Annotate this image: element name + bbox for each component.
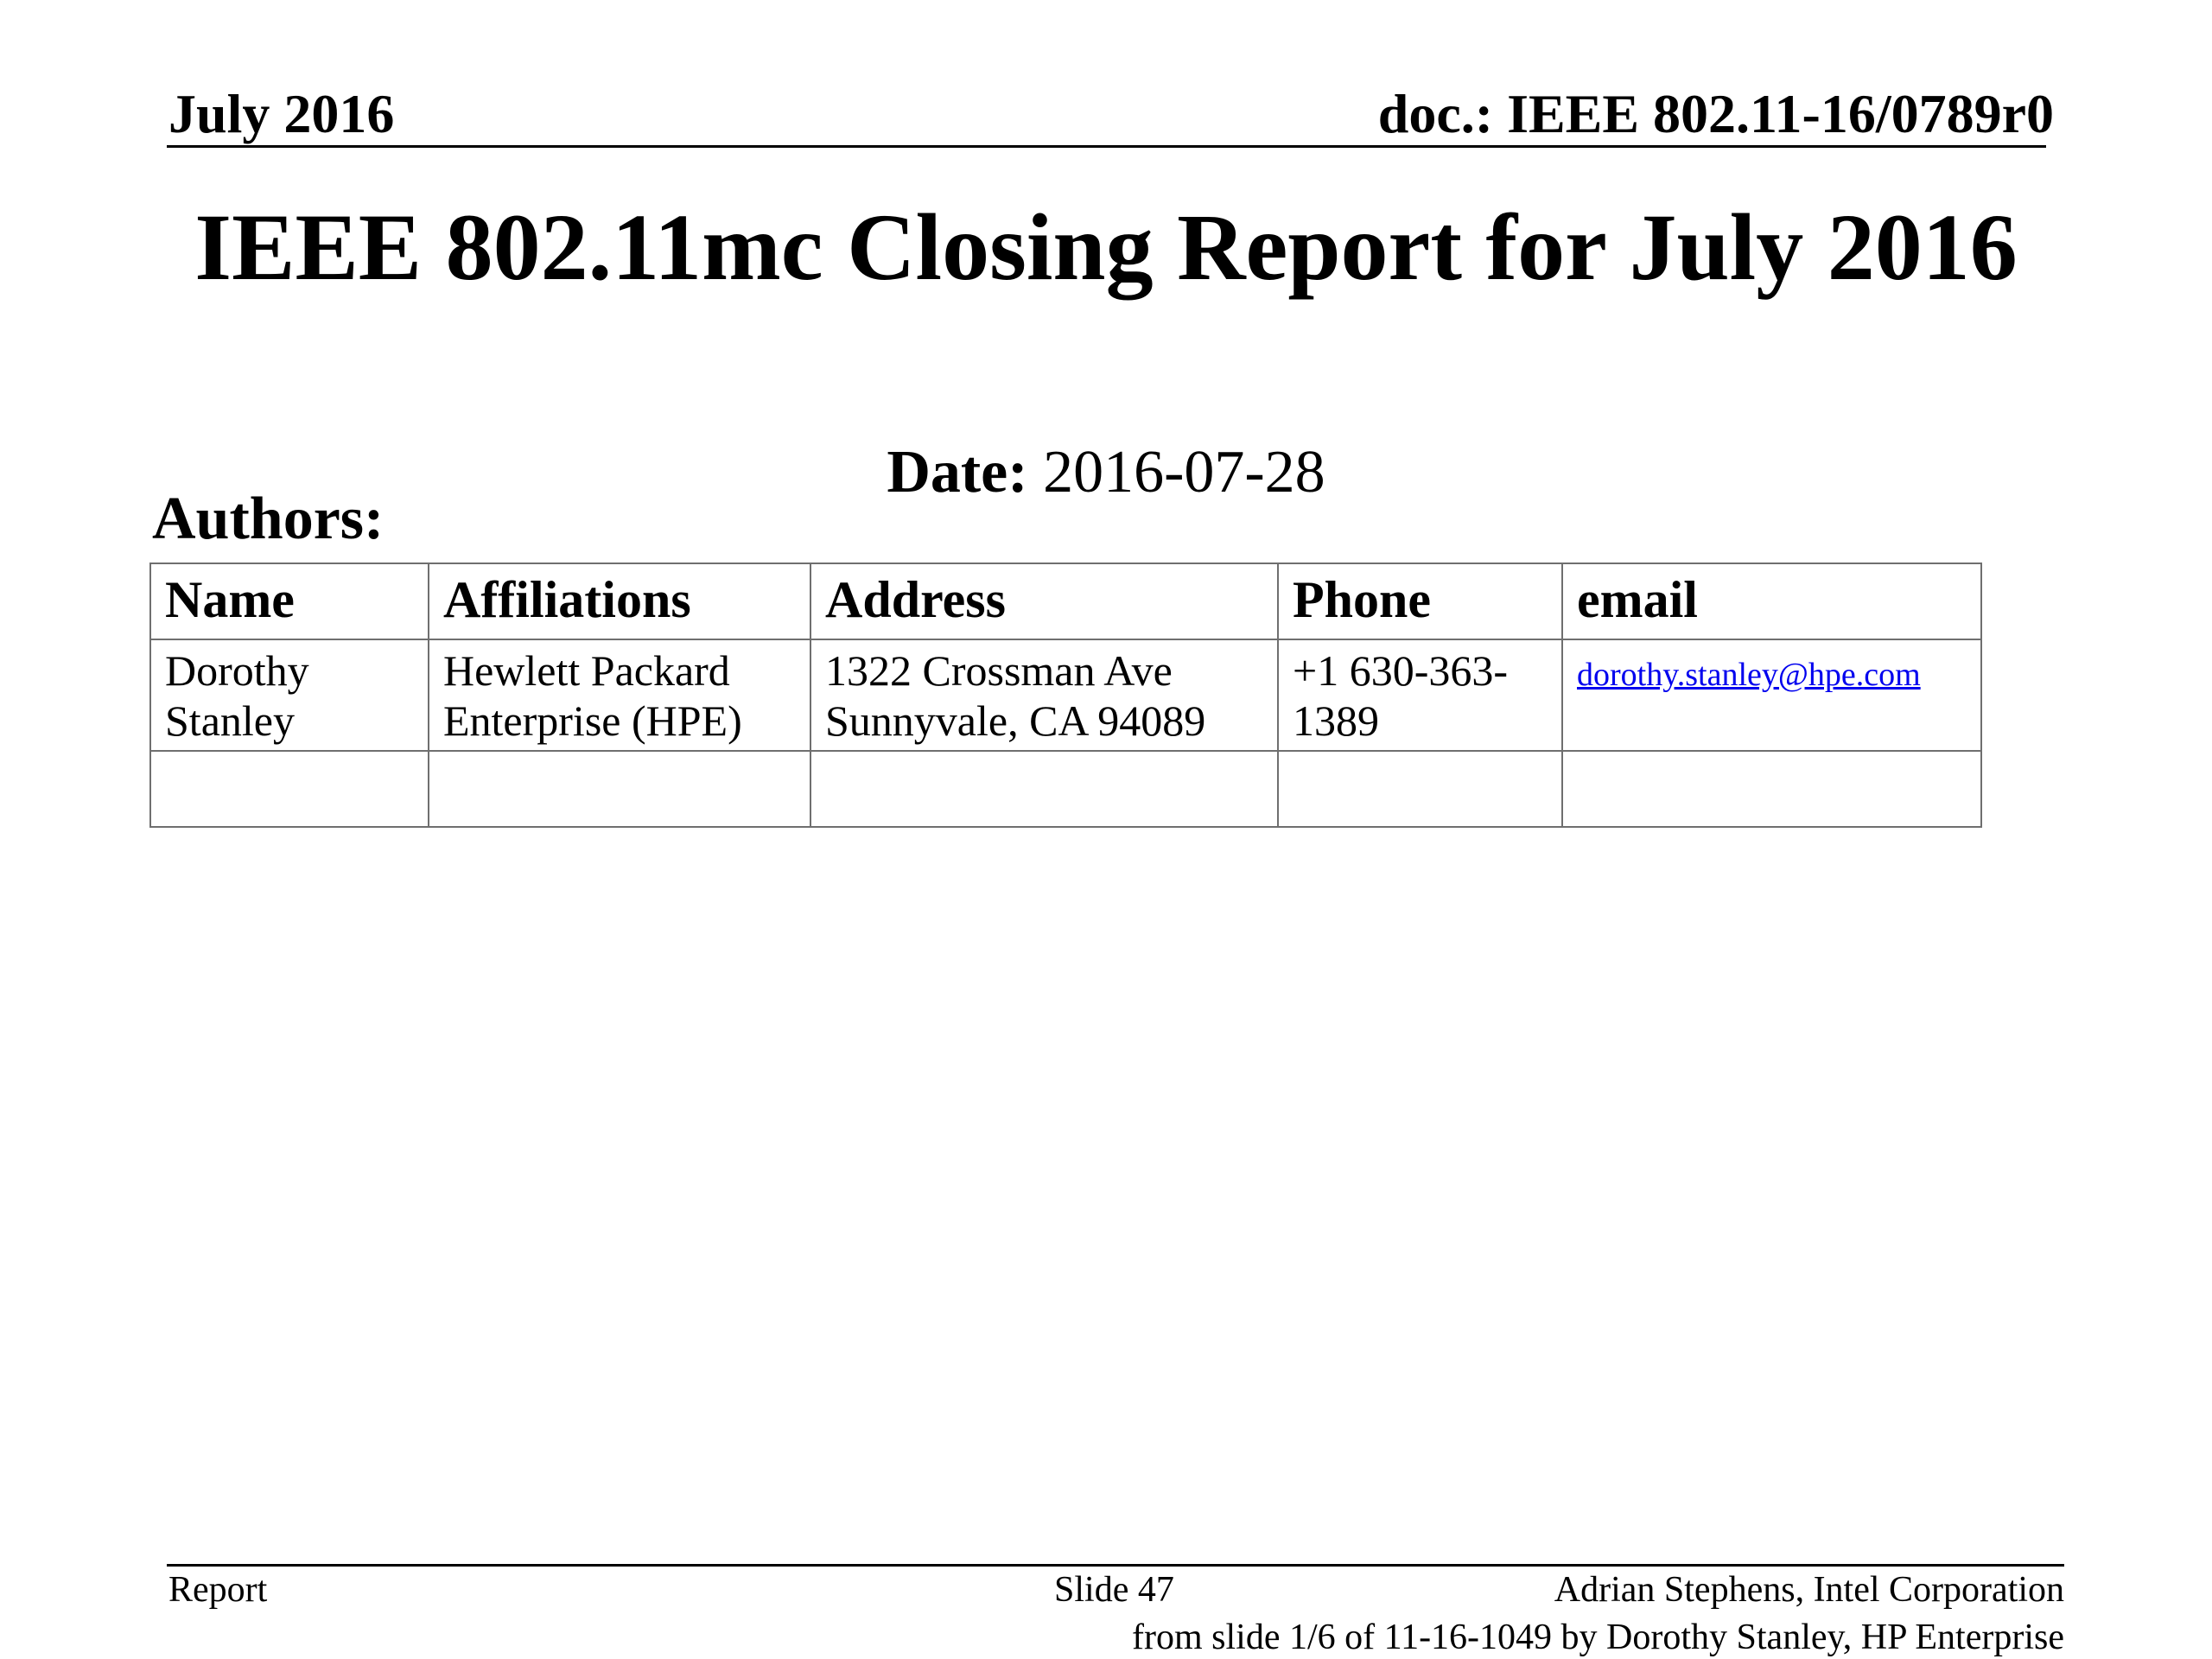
empty-cell <box>429 751 810 827</box>
header-divider <box>167 145 2046 148</box>
name-line: Dorothy <box>165 646 309 695</box>
phone-line: +1 630-363- <box>1293 646 1508 695</box>
affiliation-line: Hewlett Packard <box>443 646 730 695</box>
header-name: Name <box>150 563 429 639</box>
header-email: email <box>1562 563 1981 639</box>
empty-cell <box>1562 751 1981 827</box>
header-address: Address <box>810 563 1278 639</box>
table-row-empty <box>150 751 1981 827</box>
cell-affiliation <box>429 639 810 751</box>
header-phone: Phone <box>1278 563 1562 639</box>
date-value: 2016-07-28 <box>1043 439 1325 505</box>
header-affiliations: Affiliations <box>429 563 810 639</box>
authors-table <box>149 563 1982 828</box>
affiliation-line: Enterprise (HPE) <box>443 696 742 745</box>
authors-label: Authors: <box>152 486 385 552</box>
empty-cell <box>1278 751 1562 827</box>
table-header-row <box>150 563 1981 639</box>
cell-phone <box>1278 639 1562 751</box>
footer-divider <box>167 1564 2064 1567</box>
date-label: Date: <box>887 439 1028 505</box>
header-date: July 2016 <box>168 83 395 144</box>
cell-email <box>1562 639 1981 751</box>
header-doc-number: doc.: IEEE 802.11-16/0789r0 <box>1377 83 2054 144</box>
table-row <box>150 639 1981 751</box>
cell-name <box>150 639 429 751</box>
footer-slide-number: Slide 47 <box>1054 1570 1174 1610</box>
empty-cell <box>150 751 429 827</box>
cell-address <box>810 639 1278 751</box>
address-line: 1322 Crossman Ave <box>825 646 1173 695</box>
empty-cell <box>810 751 1278 827</box>
footer-author: Adrian Stephens, Intel Corporation <box>1554 1570 2064 1610</box>
email-link[interactable]: dorothy.stanley@hpe.com <box>1577 657 1921 693</box>
name-line: Stanley <box>165 696 295 745</box>
source-note: from slide 1/6 of 11-16-1049 by Dorothy Stanley, HP Enterprise <box>1132 1618 2064 1657</box>
slide-title: IEEE 802.11mc Closing Report for July 2016 <box>194 194 2018 300</box>
phone-line: 1389 <box>1293 696 1379 745</box>
footer-left: Report <box>168 1570 268 1610</box>
address-line: Sunnyvale, CA 94089 <box>825 696 1206 745</box>
